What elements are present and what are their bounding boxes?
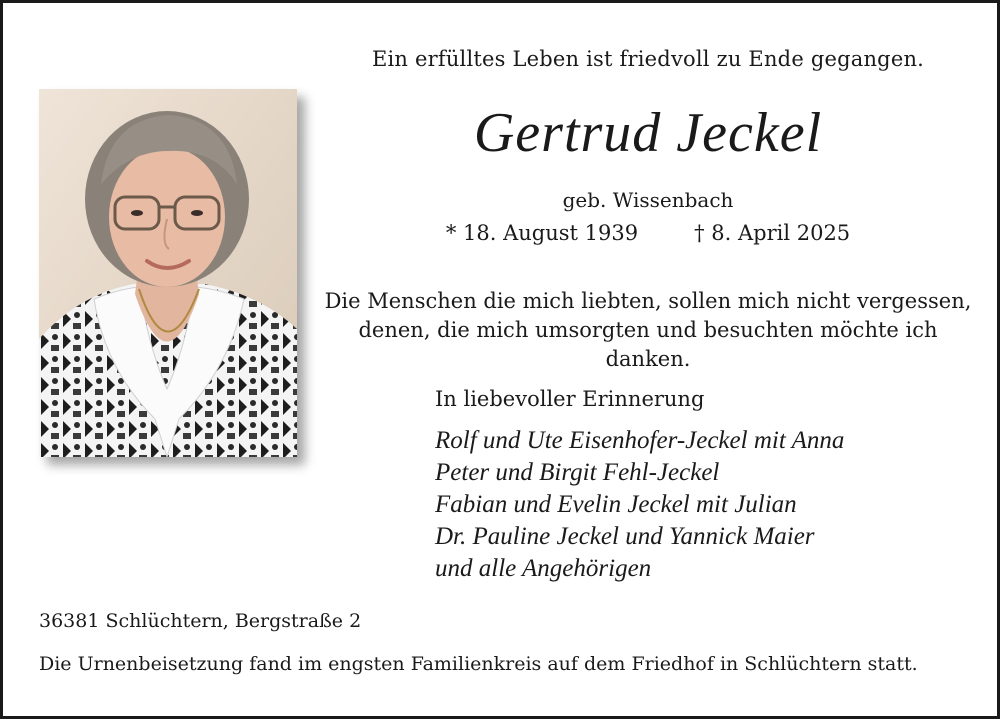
portrait-photo — [39, 89, 297, 457]
life-dates — [323, 221, 973, 245]
memory-line: In liebevoller Erinnerung — [435, 387, 705, 411]
mourner-line: und alle Angehörigen — [435, 555, 652, 582]
poem-line: denen, die mich umsorgten und besuchten möchte ich danken. — [358, 318, 938, 371]
address: 36381 Schlüchtern, Bergstraße 2 — [39, 610, 362, 632]
portrait-illustration — [39, 89, 297, 457]
mourner-line: Rolf und Ute Eisenhofer-Jeckel mit Anna — [435, 427, 845, 454]
burial-note: Die Urnenbeisetzung fand im engsten Familienkreis auf dem Friedhof in Schlüchtern statt. — [39, 653, 918, 675]
mourner-line: Fabian und Evelin Jeckel mit Julian — [435, 491, 797, 518]
poem-line: Die Menschen die mich liebten, sollen mich nicht vergessen, — [324, 289, 972, 313]
birth-date: * 18. August 1939 — [445, 221, 639, 245]
maiden-name: geb. Wissenbach — [562, 188, 734, 212]
intro-line: Ein erfülltes Leben ist friedvoll zu Ende gegangen. — [371, 47, 925, 71]
poem — [323, 287, 973, 374]
mourner-line: Dr. Pauline Jeckel und Yannick Maier — [435, 523, 815, 550]
deceased-name: Gertrud Jeckel — [473, 102, 823, 164]
mourners-list — [435, 425, 844, 585]
death-date: † 8. April 2025 — [694, 221, 851, 245]
mourner-line: Peter und Birgit Fehl-Jeckel — [435, 459, 720, 486]
